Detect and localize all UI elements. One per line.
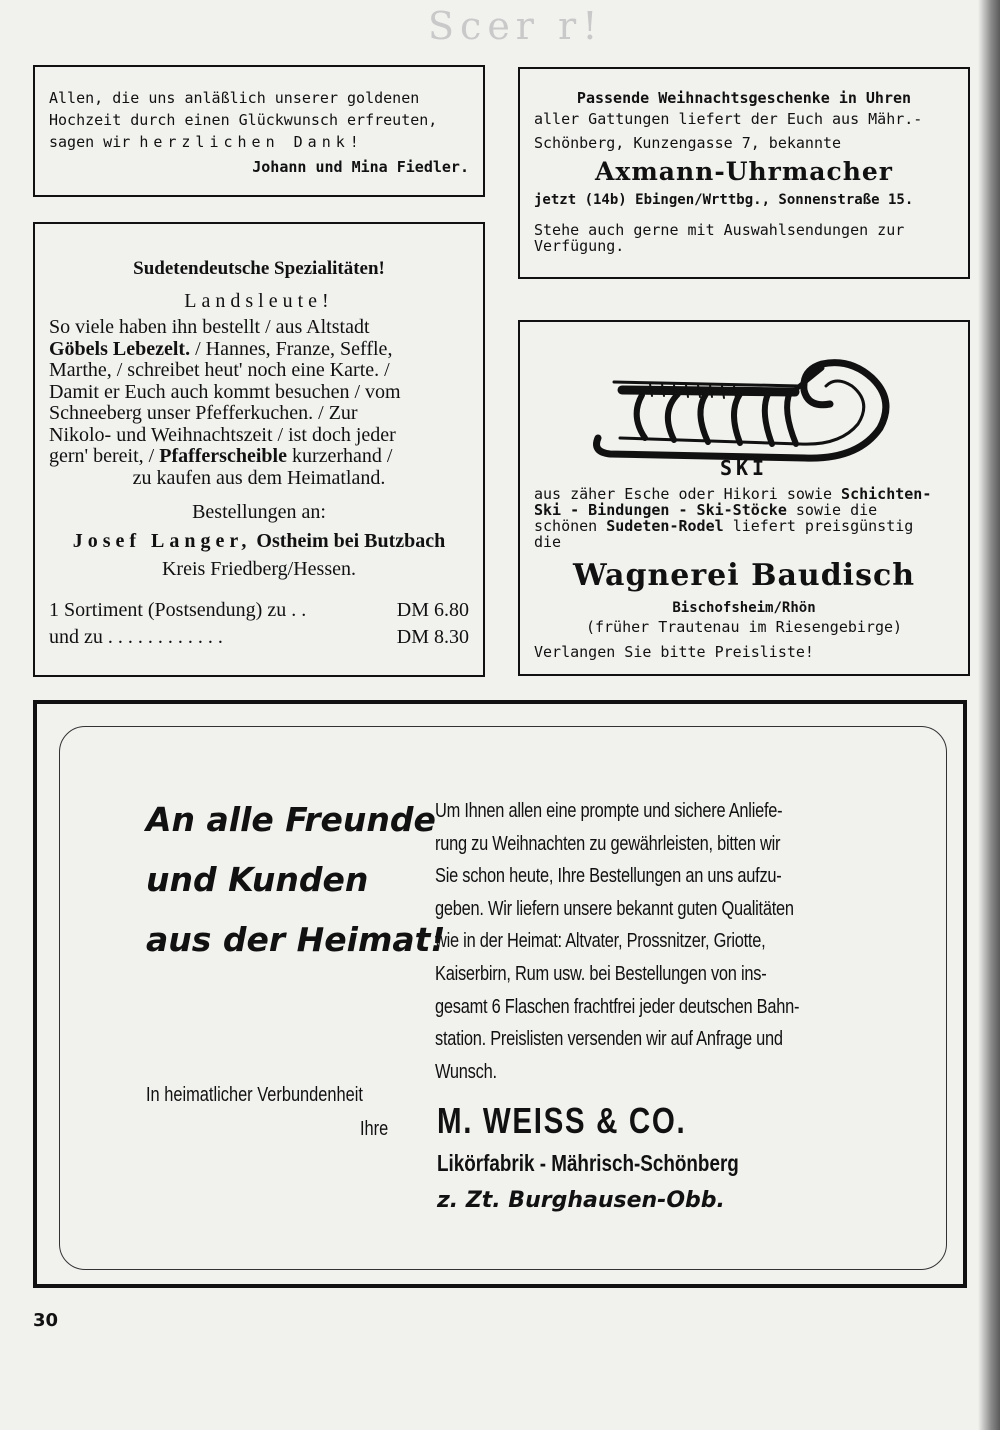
weiss-greeting: In heimatlicher Verbundenheit	[146, 1084, 363, 1106]
baudisch-description: aus zäher Esche oder Hikori sowie Schichten- Ski - Bindungen - Ski-Stöcke sowie die schönen Sudeten-Rodel liefert preisgünstig die	[534, 485, 932, 551]
ad-fiedler	[33, 65, 485, 197]
langer-district: Kreis Friedberg/Hessen.	[161, 558, 357, 580]
weiss-company-line2: Likörfabrik - Mährisch-Schönberg	[437, 1150, 739, 1176]
langer-price-row-2: und zu . . . . . . . . . . . . DM 8.30	[49, 626, 469, 648]
weiss-headline-3: aus der Heimat!	[146, 920, 446, 959]
weiss-body: Um Ihnen allen eine prompte und sichere Anliefe- rung zu Weihnachten zu gewährleisten, bitten wir Sie schon heute, Ihre Bestellungen an uns aufzu- geben. Wir liefern unsere bekannt guten Qualitäten wie in der Heimat: Altvater, Prossnitzer, Griotte, Kaiserbirn, Rum usw. bei Bestellungen von ins- gesamt 6 Flaschen frachtfrei jeder deutschen Bahn- station. Preislisten versenden wir auf Anfrage und Wunsch.	[435, 800, 800, 1083]
axmann-line2: Schönberg, Kunzengasse 7, bekannte	[534, 134, 842, 152]
ad-langer	[33, 222, 485, 677]
axmann-note: Stehe auch gerne mit Auswahlsendungen zur Verfügung.	[534, 221, 905, 255]
ad-axmann	[518, 67, 970, 279]
ad-baudisch	[518, 320, 970, 676]
axmann-line1: aller Gattungen liefert der Euch aus Mähr.-	[534, 110, 923, 128]
axmann-name: Axmann-Uhrmacher	[595, 157, 893, 186]
page-edge-shadow	[978, 0, 1000, 1430]
weiss-company: M. WEISS & CO.	[437, 1100, 687, 1141]
weiss-headline-1: An alle Freunde	[146, 800, 436, 839]
baudisch-request: Verlangen Sie bitte Preisliste!	[534, 643, 814, 661]
weiss-headline-2: und Kunden	[146, 860, 369, 899]
page-number: 30	[33, 1310, 59, 1331]
baudisch-former: (früher Trautenau im Riesengebirge)	[585, 618, 903, 636]
axmann-address: jetzt (14b) Ebingen/Wrttbg., Sonnenstraße 15.	[534, 192, 914, 208]
langer-salutation: Landsleute!	[184, 290, 334, 312]
baudisch-place: Bischofsheim/Rhön	[672, 600, 816, 616]
langer-title: Sudetendeutsche Spezialitäten!	[133, 258, 385, 279]
fiedler-text: Allen, die uns anläßlich unserer goldenen Hochzeit durch einen Glückwunsch erfreuten, sagen wir herzlichen Dank!	[49, 89, 438, 151]
faded-stamp: Scer r!	[428, 4, 604, 48]
sled-illustration	[590, 340, 890, 475]
langer-poem: So viele haben ihn bestellt / aus Altstadt Göbels Lebezelt. / Hannes, Franze, Seffle, Marthe, / schreibet heut' noch eine Karte. / Damit er Euch auch kommt besuchen / vom Schneeberg unser Pfefferkuchen. / Zur Nikolo- und Weihnachtszeit / ist doch jeder gern' bereit, / Pfafferscheible kurzerhand / zu kaufen aus dem Heimatland.	[49, 316, 401, 489]
axmann-headline: Passende Weihnachtsgeschenke in Uhren	[576, 89, 912, 107]
langer-order-label: Bestellungen an:	[192, 501, 326, 523]
weiss-greeting-2: Ihre	[360, 1118, 389, 1140]
baudisch-company: Wagnerei Baudisch	[572, 558, 916, 593]
weiss-company-line3: z. Zt. Burghausen-Obb.	[437, 1188, 725, 1213]
langer-contact: Josef Langer, Ostheim bei Butzbach	[72, 530, 446, 552]
ski-heading: SKI	[719, 456, 769, 480]
fiedler-signature: Johann und Mina Fiedler.	[252, 158, 469, 176]
langer-price-row-1: 1 Sortiment (Postsendung) zu . . DM 6.80	[49, 599, 469, 621]
